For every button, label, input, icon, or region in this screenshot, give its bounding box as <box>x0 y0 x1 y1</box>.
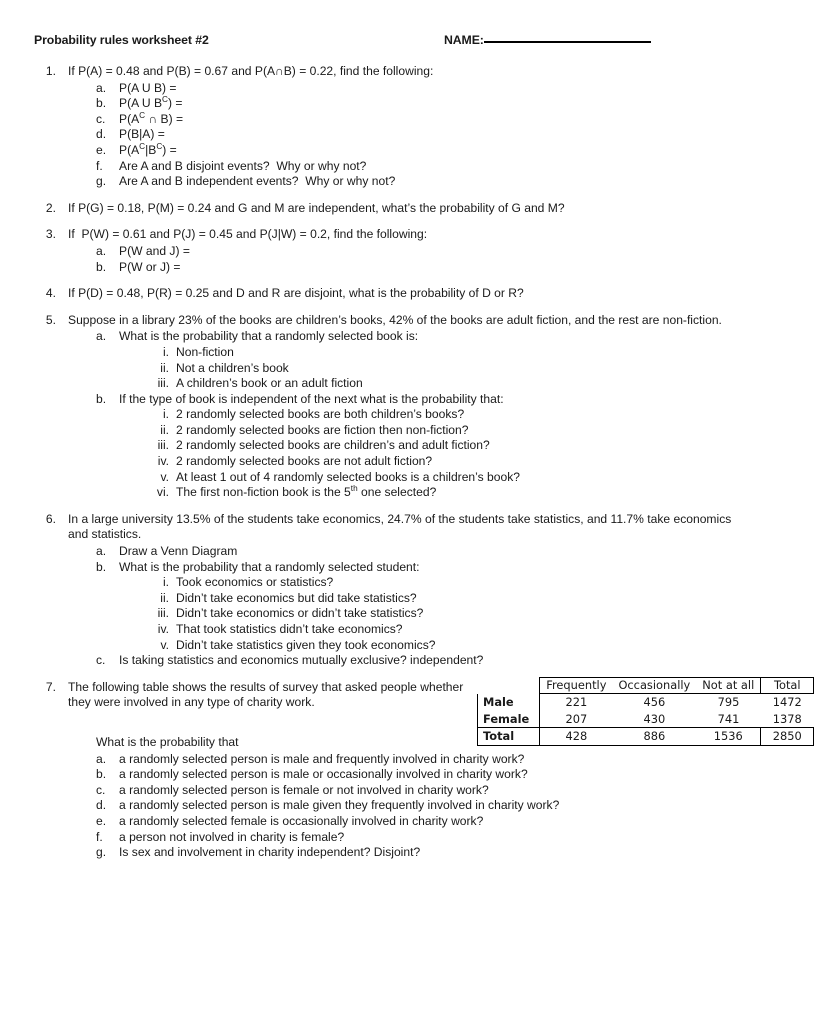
list-marker: iv. <box>157 622 169 636</box>
list-marker: d. <box>96 798 107 813</box>
column-header-occasionally: Occasionally <box>612 677 696 693</box>
table-body <box>478 694 814 746</box>
page-title: Probability rules worksheet #2 <box>34 33 209 47</box>
question-marker: 1. <box>45 64 56 78</box>
list-marker: g. <box>96 845 107 860</box>
list-item <box>150 345 734 361</box>
name-label: NAME: <box>444 33 484 47</box>
table-corner-cell <box>478 677 540 693</box>
list-item-text: a randomly selected female is occasionally involved in charity work? <box>119 813 484 828</box>
list-item-text: P(A U B) = <box>119 80 177 95</box>
list-item <box>150 407 734 423</box>
list-marker: b. <box>96 96 107 111</box>
list-marker: i. <box>162 407 169 422</box>
list-item <box>96 329 734 391</box>
sublist-level-3 <box>119 407 734 501</box>
question-text: If P(G) = 0.18, P(M) = 0.24 and G and M are independent, what’s the probability of G and M? <box>68 200 565 215</box>
list-item <box>96 783 734 799</box>
list-marker: f. <box>96 829 103 844</box>
list-item <box>150 606 734 622</box>
list-marker: iii. <box>157 438 169 453</box>
list-marker: a. <box>96 751 107 766</box>
list-item-text: What is the probability that a randomly selected student: <box>119 559 420 574</box>
sublist-level-2 <box>68 329 734 501</box>
list-marker: a. <box>96 544 107 559</box>
list-marker: d. <box>96 127 107 142</box>
list-marker: c. <box>96 782 106 797</box>
table-row <box>478 711 814 728</box>
list-marker: ii. <box>160 590 169 605</box>
question-text: If P(A) = 0.48 and P(B) = 0.67 and P(A∩B) = 0.22, find the following: <box>68 64 434 78</box>
question-text: In a large university 13.5% of the students take economics, 24.7% of the students take statistics, and 11.7% take economics and statistics. <box>68 511 732 542</box>
list-item-text: Are A and B independent events? Why or why not? <box>119 174 396 189</box>
list-item-text: Took economics or statistics? <box>176 575 334 590</box>
table-cell: 221 <box>565 695 588 709</box>
column-header-not-at-all: Not at all <box>696 677 761 693</box>
table-cell: 1536 <box>696 728 761 746</box>
sublist-level-3 <box>119 575 734 653</box>
list-marker: v. <box>160 469 169 484</box>
table-cell: 207 <box>565 711 588 726</box>
list-item <box>150 361 734 377</box>
list-item <box>96 560 734 654</box>
list-marker: a. <box>96 243 107 258</box>
list-marker: a. <box>96 80 107 95</box>
table-cell: 428 <box>540 728 613 746</box>
question-marker: 3. <box>45 227 56 242</box>
table-header-row <box>478 677 814 693</box>
list-item-text: Is sex and involvement in charity independent? Disjoint? <box>119 845 421 860</box>
list-marker: e. <box>96 142 107 157</box>
list-item <box>96 814 734 830</box>
worksheet-body <box>34 64 802 872</box>
list-marker: ii. <box>160 360 169 375</box>
list-item <box>150 423 734 439</box>
list-marker: iii. <box>157 376 169 391</box>
list-item <box>150 438 734 454</box>
list-item-text: The first non-fiction book is the 5th one selected? <box>176 484 437 500</box>
question-item <box>34 227 734 275</box>
list-item-text: Didn’t take economics but did take statistics? <box>176 590 417 605</box>
list-item-text: Not a children’s book <box>176 360 289 375</box>
question-item <box>34 313 734 501</box>
sublist-level-3 <box>119 345 734 392</box>
table-header <box>478 677 814 693</box>
list-item-text: P(B|A) = <box>119 127 165 142</box>
list-marker: ii. <box>160 422 169 437</box>
list-item <box>96 244 734 260</box>
name-field <box>444 33 651 47</box>
list-item <box>96 752 734 768</box>
list-item <box>96 798 734 814</box>
table-row <box>478 694 814 711</box>
list-marker: b. <box>96 259 107 274</box>
table-cell: 886 <box>612 728 696 746</box>
table-cell: 430 <box>643 711 666 726</box>
list-item-text: Didn’t take economics or didn’t take statistics? <box>176 606 424 621</box>
question-text: The following table shows the results of survey that asked people whether they were involved in any type of charity work. <box>68 679 464 710</box>
list-item-text: That took statistics didn’t take economics? <box>176 622 403 636</box>
list-item <box>96 830 734 846</box>
list-item <box>96 159 734 175</box>
list-item-text: a randomly selected person is female or not involved in charity work? <box>119 782 489 797</box>
list-item <box>96 845 734 861</box>
list-item <box>96 260 734 276</box>
row-label-female: Female <box>478 711 540 728</box>
list-marker: c. <box>96 111 106 126</box>
list-item-text: Is taking statistics and economics mutually exclusive? independent? <box>119 653 484 668</box>
list-item-text: Draw a Venn Diagram <box>119 544 238 559</box>
list-marker: iv. <box>157 454 169 469</box>
list-marker: b. <box>96 559 107 574</box>
table-cell: 1378 <box>772 711 802 726</box>
question-text: If P(D) = 0.48, P(R) = 0.25 and D and R are disjoint, what is the probability of D or R? <box>68 286 524 301</box>
question-marker: 2. <box>45 200 56 215</box>
list-item-text: $P(A^C$ ∩ B) = <box>119 110 184 126</box>
list-item <box>96 143 734 159</box>
list-marker: a. <box>96 329 107 344</box>
list-marker: i. <box>162 344 169 359</box>
list-item-text: A children’s book or an adult fiction <box>176 376 363 391</box>
sublist-level-2 <box>68 244 734 275</box>
sublist-level-2 <box>68 81 734 190</box>
list-marker: b. <box>96 767 107 782</box>
list-item <box>150 575 734 591</box>
question-7-lead: What is the probability that <box>96 734 239 749</box>
list-item <box>150 638 734 654</box>
question-7-subitems <box>68 752 734 861</box>
list-item <box>96 96 734 112</box>
list-item <box>150 622 734 638</box>
list-item <box>96 544 734 560</box>
list-item-text: P(A U $B^C$) = <box>119 95 183 111</box>
question-item-7 <box>34 677 802 861</box>
list-item <box>150 454 734 470</box>
list-item-text: Non-fiction <box>176 344 234 359</box>
table-cell: 1472 <box>772 695 802 709</box>
list-marker: i. <box>162 575 169 590</box>
list-marker: vi. <box>156 485 169 500</box>
question-item <box>34 286 734 302</box>
list-item-text: a person not involved in charity is female? <box>119 829 345 844</box>
list-item <box>96 127 734 143</box>
list-item-text: P(W and J) = <box>119 243 190 258</box>
name-input-line[interactable] <box>484 41 651 43</box>
list-marker: b. <box>96 391 107 406</box>
list-item-text: a randomly selected person is male given they frequently involved in charity work? <box>119 798 560 813</box>
list-item <box>96 112 734 128</box>
column-header-total: Total <box>761 677 814 693</box>
list-item-text: 2 randomly selected books are fiction then non-fiction? <box>176 422 469 437</box>
row-label-male: Male <box>478 694 540 711</box>
list-item <box>96 767 734 783</box>
sublist-level-2 <box>68 544 734 669</box>
list-item-text: a randomly selected person is male or occasionally involved in charity work? <box>119 767 528 782</box>
list-item <box>150 485 734 501</box>
row-label-total: Total <box>478 728 540 746</box>
list-marker: e. <box>96 813 107 828</box>
list-item <box>96 81 734 97</box>
list-item <box>96 392 734 501</box>
list-marker: c. <box>96 653 106 668</box>
question-marker: 7. <box>45 679 56 694</box>
list-item-text: Are A and B disjoint events? Why or why not? <box>119 158 367 173</box>
list-item <box>96 653 734 669</box>
table-cell: 2850 <box>761 728 814 746</box>
list-marker: g. <box>96 174 107 189</box>
question-marker: 5. <box>45 312 56 327</box>
list-item <box>150 591 734 607</box>
list-item-text: a randomly selected person is male and frequently involved in charity work? <box>119 751 525 766</box>
list-item-text: Didn’t take statistics given they took economics? <box>176 637 436 652</box>
question-marker: 6. <box>45 511 56 526</box>
question-item <box>34 64 734 190</box>
list-item-text: If the type of book is independent of the next what is the probability that: <box>119 391 504 406</box>
question-item <box>34 512 734 669</box>
list-item-text: $P(A^C|B^C)$ = <box>119 141 177 157</box>
table-cell: 456 <box>643 695 666 709</box>
table-row <box>478 728 814 746</box>
list-item-text: 2 randomly selected books are children’s and adult fiction? <box>176 438 490 453</box>
list-item <box>150 376 734 392</box>
list-item-text: 2 randomly selected books are both children’s books? <box>176 407 465 422</box>
page-header <box>34 33 738 47</box>
question-list <box>34 64 734 669</box>
survey-results-table <box>477 677 814 746</box>
list-item-text: What is the probability that a randomly selected book is: <box>119 329 419 344</box>
list-marker: f. <box>96 158 103 173</box>
list-item-text: At least 1 out of 4 randomly selected books is a children’s book? <box>176 469 520 484</box>
list-marker: iii. <box>157 606 169 621</box>
list-marker: v. <box>160 637 169 652</box>
question-text: Suppose in a library 23% of the books are children’s books, 42% of the books are adult fiction, and the rest are non-fiction. <box>68 312 722 327</box>
list-item-text: P(W or J) = <box>119 259 181 274</box>
question-text: If P(W) = 0.61 and P(J) = 0.45 and P(J|W) = 0.2, find the following: <box>68 227 428 242</box>
column-header-frequently: Frequently <box>540 677 613 693</box>
question-item <box>34 201 734 217</box>
list-item <box>150 470 734 486</box>
table-cell: 741 <box>717 711 740 726</box>
question-7-list <box>34 677 802 861</box>
question-marker: 4. <box>45 286 56 301</box>
list-item <box>96 174 734 190</box>
list-item-text: 2 randomly selected books are not adult fiction? <box>176 454 433 469</box>
table-cell: 795 <box>717 695 740 709</box>
